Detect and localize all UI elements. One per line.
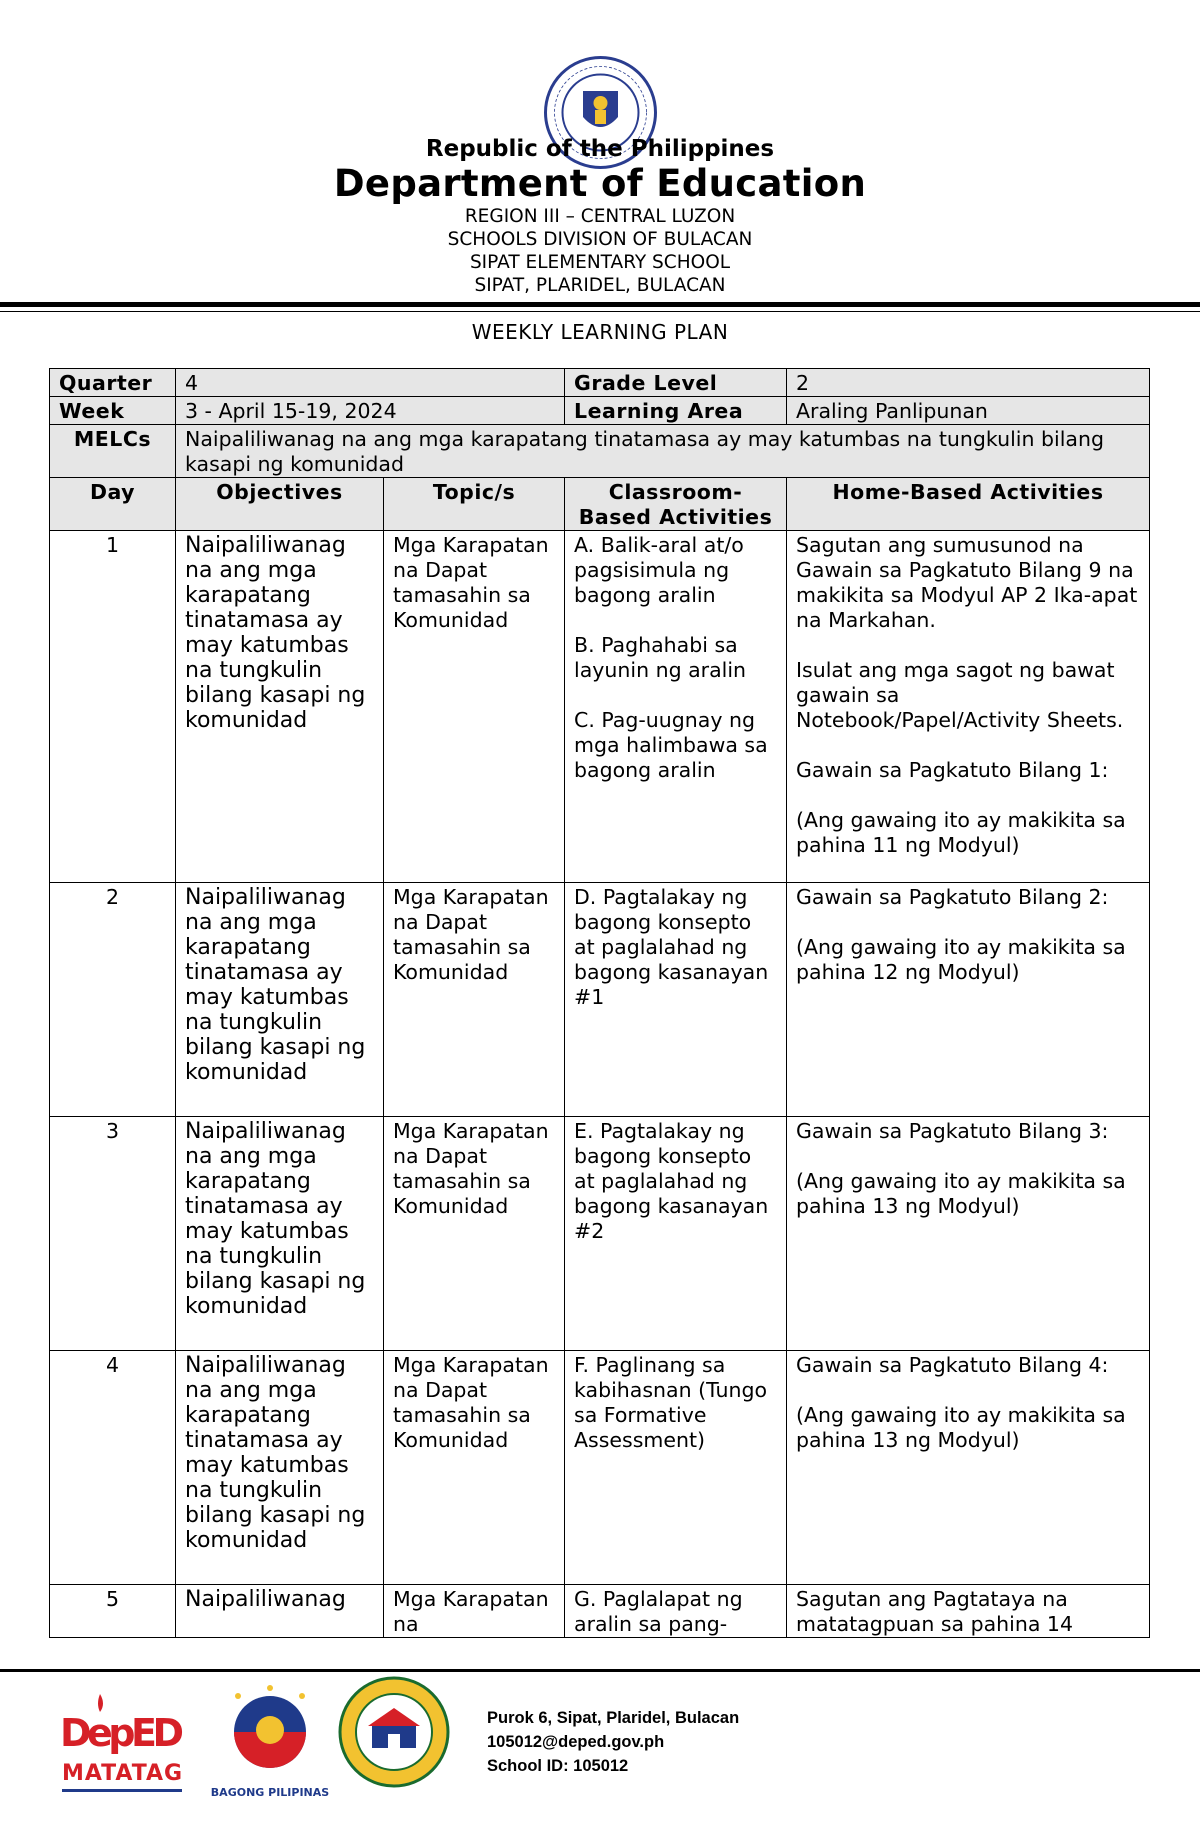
classroom-cell: F. Paglinang sa kabihasnan (Tungo sa Formative Assessment)	[565, 1351, 787, 1585]
melcs-label: MELCs	[50, 425, 176, 478]
school-seal-logo	[338, 1676, 450, 1788]
col-header-classroom: Classroom-Based Activities	[565, 478, 787, 531]
home-cell: Gawain sa Pagkatuto Bilang 2: (Ang gawaing ito ay makikita sa pahina 12 ng Modyul)	[787, 883, 1150, 1117]
topic-cell: Mga Karapatan na Dapat tamasahin sa Komunidad	[384, 1117, 565, 1351]
table-row	[50, 1117, 1150, 1351]
table-row	[50, 883, 1150, 1117]
topic-cell: Mga Karapatan na	[384, 1585, 565, 1638]
region-line: REGION III – CENTRAL LUZON	[464, 206, 736, 227]
table-row	[50, 531, 1150, 883]
col-header-objectives: Objectives	[176, 478, 384, 531]
day-cell: 1	[50, 531, 176, 883]
quarter-label: Quarter	[50, 369, 176, 397]
quarter-value: 4	[176, 369, 565, 397]
grade-level-value: 2	[787, 369, 1150, 397]
department-heading: Department of Education	[333, 162, 867, 205]
melcs-row	[50, 425, 1150, 478]
melcs-value: Naipaliliwanag na ang mga karapatang tinatamasa ay may katumbas na tungkulin bilang kasapi ng komunidad	[176, 425, 1150, 478]
objective-cell: Naipaliliwanag na ang mga karapatang tinatamasa ay may katumbas na tungkulin bilang kasapi ng komunidad	[176, 531, 384, 883]
column-header-row	[50, 478, 1150, 531]
republic-heading: Republic of the Philippines	[425, 136, 775, 162]
classroom-cell: A. Balik-aral at/o pagsisimula ng bagong aralin B. Paghahabi sa layunin ng aralin C. Pag-uugnay ng mga halimbawa sa bagong aralin	[565, 531, 787, 883]
col-header-topics: Topic/s	[384, 478, 565, 531]
header-divider-thin	[0, 311, 1200, 312]
col-header-home: Home-Based Activities	[787, 478, 1150, 531]
svg-text:MATATAG: MATATAG	[62, 1761, 182, 1786]
table-row	[50, 1351, 1150, 1585]
home-cell: Sagutan ang Pagtataya na matatagpuan sa pahina 14	[787, 1585, 1150, 1638]
day-cell: 5	[50, 1585, 176, 1638]
deped-matatag-logo	[58, 1690, 188, 1800]
footer-contact	[487, 1706, 739, 1778]
footer-divider	[0, 1669, 1200, 1672]
svg-text:BAGONG PILIPINAS: BAGONG PILIPINAS	[210, 1786, 330, 1799]
day-cell: 3	[50, 1117, 176, 1351]
footer-address: Purok 6, Sipat, Plaridel, Bulacan	[487, 1709, 740, 1727]
grade-level-label: Grade Level	[565, 369, 787, 397]
week-row	[50, 397, 1150, 425]
header-divider	[0, 302, 1200, 307]
objective-cell: Naipaliliwanag na ang mga karapatang tinatamasa ay may katumbas na tungkulin bilang kasapi ng komunidad	[176, 883, 384, 1117]
home-cell: Sagutan ang sumusunod na Gawain sa Pagkatuto Bilang 9 na makikita sa Modyul AP 2 Ika-apat na Markahan. Isulat ang mga sagot ng bawat gawain sa Notebook/Papel/Activity Sheets. Gawain sa Pagkatuto Bilang 1: (Ang gawaing ito ay makikita sa pahina 11 ng Modyul)	[787, 531, 1150, 883]
svg-text:DepED: DepED	[60, 1711, 184, 1755]
objective-cell: Naipaliliwanag	[176, 1585, 384, 1638]
home-cell: Gawain sa Pagkatuto Bilang 4: (Ang gawaing ito ay makikita sa pahina 13 ng Modyul)	[787, 1351, 1150, 1585]
quarter-row	[50, 369, 1150, 397]
bagong-pilipinas-logo	[208, 1680, 333, 1805]
address-line: SIPAT, PLARIDEL, BULACAN	[474, 275, 726, 296]
objective-cell: Naipaliliwanag na ang mga karapatang tinatamasa ay may katumbas na tungkulin bilang kasapi ng komunidad	[176, 1117, 384, 1351]
classroom-cell: D. Pagtalakay ng bagong konsepto at paglalahad ng bagong kasanayan #1	[565, 883, 787, 1117]
topic-cell: Mga Karapatan na Dapat tamasahin sa Komunidad	[384, 1351, 565, 1585]
topic-cell: Mga Karapatan na Dapat tamasahin sa Komunidad	[384, 883, 565, 1117]
classroom-cell: E. Pagtalakay ng bagong konsepto at paglalahad ng bagong kasanayan #2	[565, 1117, 787, 1351]
learning-area-label: Learning Area	[565, 397, 787, 425]
day-cell: 2	[50, 883, 176, 1117]
plan-title: WEEKLY LEARNING PLAN	[471, 320, 729, 344]
topic-cell: Mga Karapatan na Dapat tamasahin sa Komunidad	[384, 531, 565, 883]
home-cell: Gawain sa Pagkatuto Bilang 3: (Ang gawaing ito ay makikita sa pahina 13 ng Modyul)	[787, 1117, 1150, 1351]
table-row	[50, 1585, 1150, 1638]
day-cell: 4	[50, 1351, 176, 1585]
division-line: SCHOOLS DIVISION OF BULACAN	[447, 229, 753, 250]
learning-area-value: Araling Panlipunan	[787, 397, 1150, 425]
col-header-day: Day	[50, 478, 176, 531]
objective-cell: Naipaliliwanag na ang mga karapatang tinatamasa ay may katumbas na tungkulin bilang kasapi ng komunidad	[176, 1351, 384, 1585]
week-label: Week	[50, 397, 176, 425]
learning-plan-table	[49, 368, 1150, 1638]
week-value: 3 - April 15-19, 2024	[176, 397, 565, 425]
footer-email: 105012@deped.gov.ph	[487, 1733, 665, 1751]
classroom-cell: G. Paglalapat ng aralin sa pang-	[565, 1585, 787, 1638]
footer-school-id: School ID: 105012	[487, 1757, 629, 1775]
school-line: SIPAT ELEMENTARY SCHOOL	[469, 252, 731, 273]
